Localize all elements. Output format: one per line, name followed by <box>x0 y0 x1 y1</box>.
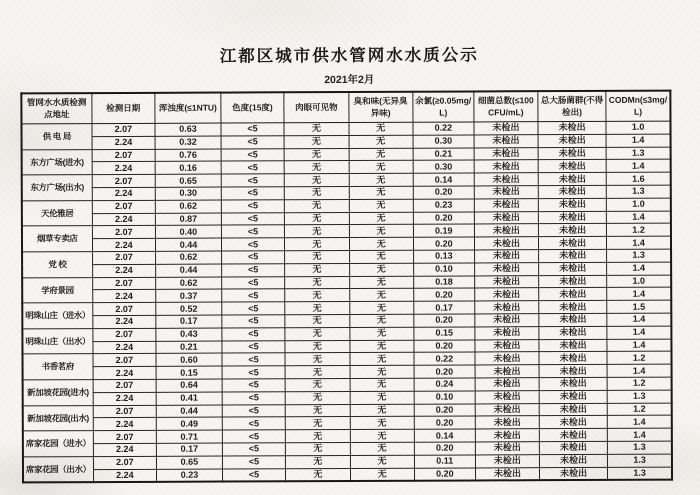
location-cell: 明珠山庄（出水） <box>22 328 92 354</box>
color-cell: <5 <box>221 289 285 302</box>
turbidity-cell: 0.41 <box>156 392 222 405</box>
bacteria-cell: 未检出 <box>475 378 539 391</box>
page-title: 江都区城市供水管网水水质公示 <box>219 46 479 66</box>
color-cell: <5 <box>222 468 286 482</box>
bacteria-cell: 未检出 <box>474 211 538 224</box>
location-cell: 东方广场(出水) <box>22 175 92 201</box>
bacteria-cell: 未检出 <box>474 160 538 173</box>
coliform-cell: 未检出 <box>538 134 606 147</box>
date-cell: 2.07 <box>92 226 156 239</box>
table-row <box>23 467 672 483</box>
bacteria-cell: 未检出 <box>474 147 538 160</box>
color-cell: <5 <box>221 225 285 238</box>
codmn-cell: 1.0 <box>607 275 671 288</box>
codmn-cell: 1.6 <box>606 172 670 185</box>
bacteria-cell: 未检出 <box>474 198 538 211</box>
chlorine-cell: 0.20 <box>414 467 475 481</box>
date-cell: 2.07 <box>92 175 156 188</box>
codmn-cell: 1.2 <box>607 377 671 390</box>
odor-cell: 无 <box>349 186 413 199</box>
coliform-cell: 未检出 <box>538 211 606 224</box>
location-cell: 新加坡花园(进水) <box>23 380 93 406</box>
coliform-cell: 未检出 <box>539 237 607 250</box>
visible-cell: 无 <box>285 186 349 199</box>
turbidity-cell: 0.15 <box>156 366 222 379</box>
column-header: 浑浊度(≤1NTU) <box>155 93 221 124</box>
bacteria-cell: 未检出 <box>475 467 539 481</box>
column-header: CODMn(≤3mg/L) <box>606 91 670 122</box>
chlorine-cell: 0.11 <box>414 455 475 468</box>
bacteria-cell: 未检出 <box>475 442 539 455</box>
bacteria-cell: 未检出 <box>475 416 539 429</box>
chlorine-cell: 0.21 <box>413 148 474 161</box>
bacteria-cell: 未检出 <box>475 314 539 327</box>
coliform-cell: 未检出 <box>540 467 608 481</box>
location-cell: 供 电 局 <box>21 124 91 150</box>
turbidity-cell: 0.76 <box>155 149 221 162</box>
chlorine-cell: 0.20 <box>414 403 475 416</box>
codmn-cell: 1.4 <box>607 211 671 224</box>
water-quality-table <box>20 90 673 484</box>
column-header: 臭和味(无异臭异味) <box>348 92 412 123</box>
coliform-cell: 未检出 <box>538 173 606 186</box>
color-cell: <5 <box>221 276 285 289</box>
column-header: 余氯(≥0.05mg/L) <box>413 91 474 122</box>
visible-cell: 无 <box>284 123 348 136</box>
date-cell: 2.07 <box>92 277 156 290</box>
odor-cell: 无 <box>349 250 413 263</box>
codmn-cell: 1.4 <box>607 287 671 300</box>
chlorine-cell: 0.30 <box>413 135 474 148</box>
color-cell: <5 <box>222 404 286 417</box>
codmn-cell: 1.4 <box>608 428 672 441</box>
chlorine-cell: 0.14 <box>414 429 475 442</box>
visible-cell: 无 <box>285 353 349 366</box>
coliform-cell: 未检出 <box>539 416 607 429</box>
odor-cell: 无 <box>349 327 413 340</box>
visible-cell: 无 <box>285 302 349 315</box>
location-cell: 书香茗府 <box>22 354 92 380</box>
bacteria-cell: 未检出 <box>474 237 538 250</box>
date-cell: 2.24 <box>93 469 157 483</box>
codmn-cell: 1.5 <box>607 300 671 313</box>
visible-cell: 无 <box>285 314 349 327</box>
column-header: 总大肠菌群(不得检出) <box>538 91 606 122</box>
color-cell: <5 <box>222 353 286 366</box>
color-cell: <5 <box>222 392 286 405</box>
visible-cell: 无 <box>285 378 349 391</box>
chlorine-cell: 0.20 <box>414 442 475 455</box>
chlorine-cell: 0.17 <box>414 301 475 314</box>
chlorine-cell: 0.20 <box>414 288 475 301</box>
coliform-cell: 未检出 <box>539 288 607 301</box>
bacteria-cell: 未检出 <box>474 224 538 237</box>
turbidity-cell: 0.17 <box>157 443 223 456</box>
codmn-cell: 1.4 <box>607 364 671 377</box>
date-cell: 2.07 <box>93 379 157 392</box>
visible-cell: 无 <box>286 455 350 468</box>
date-cell: 2.24 <box>93 418 157 431</box>
date-cell: 2.24 <box>92 136 156 149</box>
turbidity-cell: 0.71 <box>156 430 222 443</box>
chlorine-cell: 0.20 <box>414 340 475 353</box>
turbidity-cell: 0.64 <box>156 379 222 392</box>
location-cell: 学府景园 <box>22 277 92 303</box>
turbidity-cell: 0.65 <box>155 174 221 187</box>
color-cell: <5 <box>222 379 286 392</box>
chlorine-cell: 0.14 <box>413 173 474 186</box>
coliform-cell: 未检出 <box>538 185 606 198</box>
color-cell: <5 <box>222 443 286 456</box>
date-cell: 2.07 <box>93 405 157 418</box>
date-cell: 2.07 <box>92 328 156 341</box>
turbidity-cell: 0.44 <box>156 238 222 251</box>
color-cell: <5 <box>221 187 285 200</box>
odor-cell: 无 <box>349 122 413 135</box>
color-cell: <5 <box>222 366 286 379</box>
chlorine-cell: 0.10 <box>414 391 475 404</box>
turbidity-cell: 0.32 <box>155 136 221 149</box>
chlorine-cell: 0.10 <box>413 263 474 276</box>
color-cell: <5 <box>222 315 286 328</box>
coliform-cell: 未检出 <box>539 301 607 314</box>
turbidity-cell: 0.52 <box>156 302 222 315</box>
visible-cell: 无 <box>285 225 349 238</box>
bacteria-cell: 未检出 <box>474 250 538 263</box>
codmn-cell: 1.2 <box>607 403 671 416</box>
chlorine-cell: 0.20 <box>414 416 475 429</box>
odor-cell: 无 <box>349 161 413 174</box>
bacteria-cell: 未检出 <box>475 403 539 416</box>
codmn-cell: 1.3 <box>608 467 672 481</box>
coliform-cell: 未检出 <box>538 198 606 211</box>
odor-cell: 无 <box>349 199 413 212</box>
turbidity-cell: 0.87 <box>156 213 222 226</box>
chlorine-cell: 0.20 <box>414 365 475 378</box>
visible-cell: 无 <box>285 263 349 276</box>
visible-cell: 无 <box>286 404 350 417</box>
date-cell: 2.24 <box>93 443 157 456</box>
odor-cell: 无 <box>350 353 414 366</box>
date-cell: 2.24 <box>92 264 156 277</box>
codmn-cell: 1.2 <box>607 351 671 364</box>
report-month: 2021年2月 <box>324 73 375 87</box>
visible-cell: 无 <box>285 250 349 263</box>
codmn-cell: 1.2 <box>607 223 671 236</box>
chlorine-cell: 0.20 <box>413 237 474 250</box>
color-cell: <5 <box>222 340 286 353</box>
column-header: 管网水水质检测点地址 <box>21 93 91 124</box>
chlorine-cell: 0.18 <box>413 276 474 289</box>
color-cell: <5 <box>221 212 285 225</box>
column-header: 肉眼可见物 <box>284 92 348 123</box>
table-header-row <box>21 91 670 124</box>
turbidity-cell: 0.37 <box>156 289 222 302</box>
codmn-cell: 1.4 <box>607 415 671 428</box>
odor-cell: 无 <box>350 468 414 482</box>
chlorine-cell: 0.15 <box>414 327 475 340</box>
turbidity-cell: 0.63 <box>155 123 221 136</box>
visible-cell: 无 <box>285 212 349 225</box>
location-cell: 席家花园（出水） <box>23 456 93 482</box>
codmn-cell: 1.4 <box>606 134 670 147</box>
date-cell: 2.07 <box>92 149 156 162</box>
coliform-cell: 未检出 <box>539 275 607 288</box>
turbidity-cell: 0.44 <box>156 405 222 418</box>
codmn-cell: 1.3 <box>608 441 672 454</box>
codmn-cell: 1.4 <box>607 262 671 275</box>
chlorine-cell: 0.23 <box>413 199 474 212</box>
odor-cell: 无 <box>349 237 413 250</box>
location-cell: 新加坡花园(出水) <box>23 405 93 431</box>
chlorine-cell: 0.24 <box>414 378 475 391</box>
turbidity-cell: 0.30 <box>155 187 221 200</box>
turbidity-cell: 0.65 <box>157 456 223 469</box>
codmn-cell: 1.4 <box>606 159 670 172</box>
date-cell: 2.07 <box>92 251 156 264</box>
color-cell: <5 <box>221 148 285 161</box>
color-cell: <5 <box>221 264 285 277</box>
turbidity-cell: 0.60 <box>156 353 222 366</box>
turbidity-cell: 0.40 <box>156 225 222 238</box>
coliform-cell: 未检出 <box>538 160 606 173</box>
bacteria-cell: 未检出 <box>474 262 538 275</box>
codmn-cell: 1.4 <box>607 313 671 326</box>
color-cell: <5 <box>221 161 285 174</box>
bacteria-cell: 未检出 <box>475 454 539 467</box>
codmn-cell: 1.3 <box>608 454 672 467</box>
turbidity-cell: 0.21 <box>156 341 222 354</box>
coliform-cell: 未检出 <box>538 121 606 134</box>
odor-cell: 无 <box>349 301 413 314</box>
bacteria-cell: 未检出 <box>475 365 539 378</box>
visible-cell: 无 <box>285 366 349 379</box>
color-cell: <5 <box>221 238 285 251</box>
codmn-cell: 1.3 <box>607 390 671 403</box>
date-cell: 2.07 <box>92 200 156 213</box>
odor-cell: 无 <box>350 391 414 404</box>
date-cell: 2.24 <box>93 341 157 354</box>
location-cell: 东方广场(进水) <box>22 149 92 175</box>
coliform-cell: 未检出 <box>539 390 607 403</box>
codmn-cell: 1.0 <box>607 198 671 211</box>
visible-cell: 无 <box>285 327 349 340</box>
bacteria-cell: 未检出 <box>475 326 539 339</box>
date-cell: 2.24 <box>92 213 156 226</box>
date-cell: 2.24 <box>92 239 156 252</box>
visible-cell: 无 <box>286 430 350 443</box>
chlorine-cell: 0.22 <box>414 352 475 365</box>
visible-cell: 无 <box>284 161 348 174</box>
date-cell: 2.07 <box>92 123 156 136</box>
location-cell: 党 校 <box>22 252 92 278</box>
visible-cell: 无 <box>286 442 350 455</box>
chlorine-cell: 0.19 <box>413 224 474 237</box>
column-header: 检测日期 <box>91 93 155 124</box>
color-cell: <5 <box>222 328 286 341</box>
bacteria-cell: 未检出 <box>475 352 539 365</box>
odor-cell: 无 <box>349 276 413 289</box>
bacteria-cell: 未检出 <box>475 288 539 301</box>
visible-cell: 无 <box>286 417 350 430</box>
visible-cell: 无 <box>284 148 348 161</box>
bacteria-cell: 未检出 <box>475 339 539 352</box>
coliform-cell: 未检出 <box>539 454 607 467</box>
bacteria-cell: 未检出 <box>475 429 539 442</box>
turbidity-cell: 0.62 <box>156 277 222 290</box>
visible-cell: 无 <box>286 468 350 482</box>
bacteria-cell: 未检出 <box>475 301 539 314</box>
date-cell: 2.07 <box>93 354 157 367</box>
visible-cell: 无 <box>285 199 349 212</box>
odor-cell: 无 <box>349 173 413 186</box>
coliform-cell: 未检出 <box>539 313 607 326</box>
odor-cell: 无 <box>350 429 414 442</box>
coliform-cell: 未检出 <box>538 224 606 237</box>
codmn-cell: 1.3 <box>606 185 670 198</box>
odor-cell: 无 <box>350 455 414 468</box>
coliform-cell: 未检出 <box>539 441 607 454</box>
date-cell: 2.07 <box>93 430 157 443</box>
visible-cell: 无 <box>285 391 349 404</box>
odor-cell: 无 <box>349 314 413 327</box>
bacteria-cell: 未检出 <box>474 275 538 288</box>
bacteria-cell: 未检出 <box>474 122 538 135</box>
turbidity-cell: 0.23 <box>157 469 223 483</box>
odor-cell: 无 <box>349 135 413 148</box>
coliform-cell: 未检出 <box>538 147 606 160</box>
odor-cell: 无 <box>350 378 414 391</box>
color-cell: <5 <box>221 251 285 264</box>
turbidity-cell: 0.62 <box>155 200 221 213</box>
date-cell: 2.07 <box>93 456 157 469</box>
coliform-cell: 未检出 <box>539 326 607 339</box>
odor-cell: 无 <box>349 225 413 238</box>
chlorine-cell: 0.20 <box>413 186 474 199</box>
turbidity-cell: 0.49 <box>156 417 222 430</box>
color-cell: <5 <box>221 123 285 136</box>
visible-cell: 无 <box>285 289 349 302</box>
visible-cell: 无 <box>285 276 349 289</box>
color-cell: <5 <box>221 302 285 315</box>
coliform-cell: 未检出 <box>539 377 607 390</box>
coliform-cell: 未检出 <box>539 339 607 352</box>
odor-cell: 无 <box>349 148 413 161</box>
bacteria-cell: 未检出 <box>474 173 538 186</box>
odor-cell: 无 <box>349 212 413 225</box>
chlorine-cell: 0.13 <box>413 250 474 263</box>
codmn-cell: 1.0 <box>606 121 670 134</box>
visible-cell: 无 <box>285 238 349 251</box>
date-cell: 2.24 <box>93 366 157 379</box>
color-cell: <5 <box>222 417 286 430</box>
codmn-cell: 1.3 <box>607 249 671 262</box>
location-cell: 烟草专卖店 <box>22 226 92 252</box>
turbidity-cell: 0.62 <box>156 251 222 264</box>
codmn-cell: 1.3 <box>606 147 670 160</box>
coliform-cell: 未检出 <box>539 352 607 365</box>
visible-cell: 无 <box>285 174 349 187</box>
color-cell: <5 <box>222 456 286 469</box>
coliform-cell: 未检出 <box>539 365 607 378</box>
date-cell: 2.24 <box>92 187 156 200</box>
location-cell: 明珠山庄（进水） <box>22 303 92 329</box>
coliform-cell: 未检出 <box>539 262 607 275</box>
date-cell: 2.24 <box>92 290 156 303</box>
turbidity-cell: 0.43 <box>156 328 222 341</box>
codmn-cell: 1.4 <box>607 339 671 352</box>
date-cell: 2.24 <box>93 392 157 405</box>
chlorine-cell: 0.20 <box>414 314 475 327</box>
color-cell: <5 <box>221 200 285 213</box>
bacteria-cell: 未检出 <box>474 134 538 147</box>
odor-cell: 无 <box>350 404 414 417</box>
bacteria-cell: 未检出 <box>474 186 538 199</box>
visible-cell: 无 <box>285 340 349 353</box>
odor-cell: 无 <box>349 340 413 353</box>
turbidity-cell: 0.17 <box>156 315 222 328</box>
color-cell: <5 <box>221 136 285 149</box>
color-cell: <5 <box>221 174 285 187</box>
bacteria-cell: 未检出 <box>475 390 539 403</box>
column-header: 色度(15度) <box>221 92 285 123</box>
codmn-cell: 1.4 <box>607 326 671 339</box>
turbidity-cell: 0.16 <box>155 161 221 174</box>
coliform-cell: 未检出 <box>539 249 607 262</box>
location-cell: 席家花园（进水） <box>23 431 93 457</box>
column-header: 细菌总数(≤100CFU/mL) <box>474 91 538 122</box>
odor-cell: 无 <box>350 365 414 378</box>
odor-cell: 无 <box>349 263 413 276</box>
visible-cell: 无 <box>284 135 348 148</box>
location-cell: 天伦雅居 <box>22 200 92 226</box>
turbidity-cell: 0.44 <box>156 264 222 277</box>
chlorine-cell: 0.22 <box>413 122 474 135</box>
odor-cell: 无 <box>350 442 414 455</box>
coliform-cell: 未检出 <box>539 403 607 416</box>
date-cell: 2.24 <box>92 162 156 175</box>
color-cell: <5 <box>222 430 286 443</box>
codmn-cell: 1.4 <box>607 236 671 249</box>
coliform-cell: 未检出 <box>539 429 607 442</box>
odor-cell: 无 <box>350 417 414 430</box>
odor-cell: 无 <box>349 289 413 302</box>
table-body <box>21 121 672 483</box>
chlorine-cell: 0.20 <box>413 212 474 225</box>
date-cell: 2.24 <box>92 315 156 328</box>
chlorine-cell: 0.30 <box>413 160 474 173</box>
date-cell: 2.07 <box>92 303 156 316</box>
